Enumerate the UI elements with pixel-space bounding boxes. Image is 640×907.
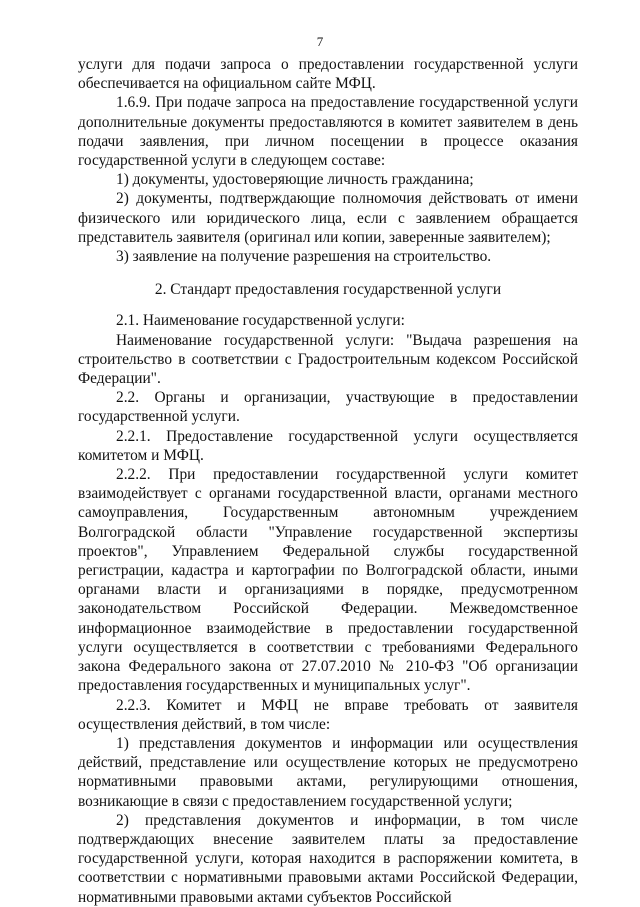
list-item-3: 3) заявление на получение разрешения на строительство. <box>116 248 492 266</box>
paragraph-2-2: 2.2. Органы и организации, участвующие в предоставлении государственной услуги. <box>78 389 578 426</box>
spacer <box>78 299 578 311</box>
paragraph-continuation: услуги для подачи запроса о предоставлении государственной услуги обеспечивается на официальном сайте МФЦ. <box>78 56 578 93</box>
list-item-2-docs: 2) представления документов и информации, в том числе подтверждающих внесение заявителем платы за предоставление государственной услуги, которая находится в распоряжении комитета, в соответствии с нормативными правовыми актами Российской Федерации, нормативными правовыми актами субъектов Российской <box>78 811 578 906</box>
document-body <box>78 55 578 907</box>
list-item-2: 2) документы, подтверждающие полномочия действовать от имени физического или юридического лица, если с заявлением обращается представитель заявителя (оригинал или копии, заверенные заявителем); <box>78 190 578 246</box>
paragraph-2-2-2: 2.2.2. При предоставлении государственной услуги комитет взаимодействует с органами государственной власти, органами местного самоуправления, Государственным автономным учреждением Волгоградской области "Управление государственной экспертизы проектов", Управлением Федеральной службы государственной регистрации, кадастра и картографии по Волгоградской области, иными органами власти и организациями в порядке, предусмотренном законодательством Российской Федерации. Межведомственное информационное взаимодействие в предоставлении государственной услуги осуществляется в соответствии с требованиями Федерального закона Федерального закона от 27.07.2010 № 210-ФЗ "Об организации предоставления государственных и муниципальных услуг". <box>78 466 578 695</box>
paragraph-service-name: Наименование государственной услуги: "Выдача разрешения на строительство в соответствии с Градостроительным кодексом Российской Федерации". <box>78 331 578 388</box>
list-item-1: 1) документы, удостоверяющие личность гражданина; <box>116 171 474 189</box>
list-item-1-docs: 1) представления документов и информации или осуществления действий, представление или осуществление которых не предусмотрено нормативными правовыми актами, регулирующими отношения, возникающие в связи с предоставлением государственной услуги; <box>78 734 578 810</box>
section-heading: 2. Стандарт предоставления государственной услуги <box>154 281 502 299</box>
paragraph-2-2-3: 2.2.3. Комитет и МФЦ не вправе требовать от заявителя осуществления действий, в том числе: <box>78 696 578 733</box>
paragraph-2-1: 2.1. Наименование государственной услуги: <box>116 312 405 330</box>
paragraph-1-6-9: 1.6.9. При подаче запроса на предоставление государственной услуги дополнительные документы предоставляются в комитет заявителем в день подачи заявления, при личном посещении в процессе оказания государственной услуги в следующем составе: <box>78 94 578 170</box>
paragraph-2-2-1: 2.2.1. Предоставление государственной услуги осуществляется комитетом и МФЦ. <box>78 427 578 464</box>
page-number: 7 <box>316 34 324 49</box>
spacer <box>78 266 578 280</box>
